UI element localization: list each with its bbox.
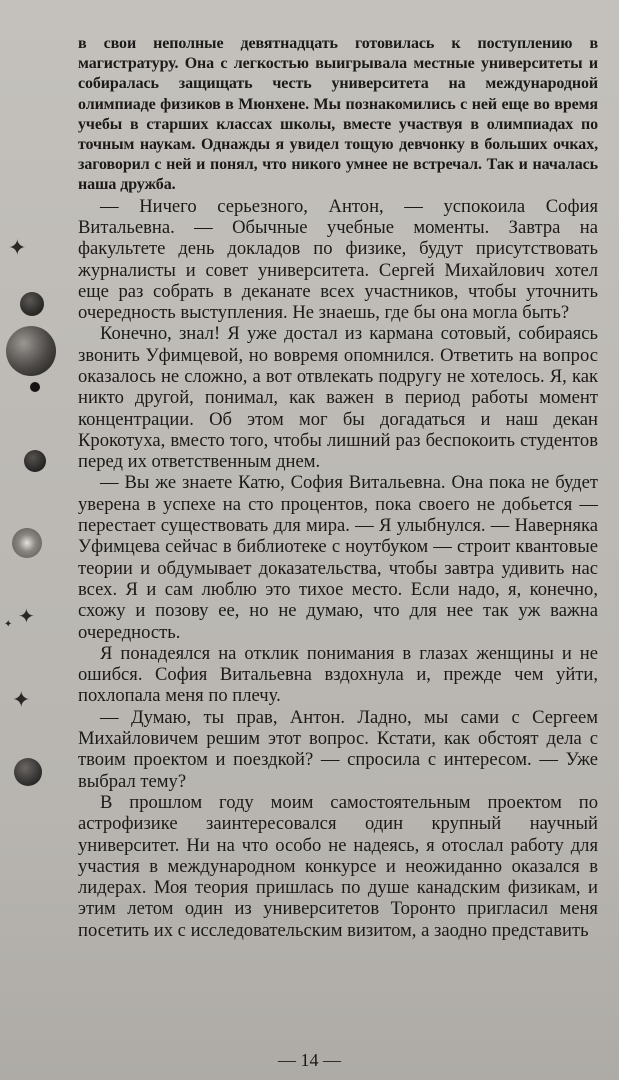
paragraph: в свои неполные девятнадцать готовилась к поступлению в магистратуру. Она с легкостью выигрывала местные университеты и собиралась защищать честь университета на международной олимпиаде физиков в Мюнхене. Мы познакомились с ней еще во время учебы в старших классах школы, вместе участвуя в олимпиадах по точным наукам. Однажды я увидел тощую девчонку в больших очках, заговорил с ней и понял, что никого умнее не встречал. Так и началась наша дружба.: [78, 35, 598, 194]
planet-icon: [24, 450, 46, 472]
star-icon: ✦: [12, 688, 31, 713]
star-icon: ✦: [18, 604, 35, 628]
paragraph: В прошлом году моим самостоятельным проектом по астрофизике заинтересовался один крупный научный университет. Ни на что особо не надеясь, я отослал работу для участия в международном конкурсе и неожиданно оказался в лидерах. Моя теория пришлась по душе канадским физикам, и этим летом один из университетов Торонто пригласил меня посетить их с исследовательским визитом, а заодно представить: [78, 791, 598, 941]
paragraph: Я понадеялся на отклик понимания в глазах женщины и не ошибся. София Витальевна вздохнула и, прежде чем уйти, похлопала меня по плечу.: [78, 642, 598, 707]
star-icon: ✦: [4, 619, 13, 630]
page-number: — 14 —: [278, 1050, 341, 1070]
planet-icon: [20, 292, 44, 316]
paragraph: — Вы же знаете Катю, София Витальевна. Она пока не будет уверена в успехе на сто процентов, пока своего не добьется — перестает существовать для мира. — Я улыбнулся. — Наверняка Уфимцева сейчас в библиотеке с ноутбуком — строит квантовые теории и обдумывает доказательства, чтобы завтра удивить нас всех. Я и сам люблю это тихое место. Если надо, я, конечно, схожу и позову ее, но не думаю, что для нее так уж важна очередность.: [78, 472, 598, 643]
galaxy-icon: [12, 528, 42, 558]
moon-icon: [6, 326, 56, 376]
paragraph: Конечно, знал! Я уже достал из кармана сотовый, собираясь звонить Уфимцевой, но вовремя опомнился. Ответить на вопрос оказалось не сложно, а вот отвлекать подругу не хотелось. Я, как никто другой, понимал, как важен в период работы момент концентрации. Об этом мог бы догадаться и наш декан Крокотуха, вместо того, чтобы лишний раз беспокоить студентов перед их ответственным днем.: [78, 323, 598, 473]
planet-icon: [30, 382, 40, 392]
planet-icon: [14, 758, 42, 786]
paragraph: — Ничего серьезного, Антон, — успокоила София Витальевна. — Обычные учебные моменты. Завтра на факультете день докладов по физике, будут присутствовать журналисты и совет университета. Сергей Михайлович хотел еще раз собрать в деканате всех участников, чтобы уточнить очередность выступления. Не знаешь, где бы она могла быть?: [78, 195, 598, 324]
body-text: [78, 34, 598, 941]
star-icon: ✦: [8, 236, 27, 261]
paragraph: — Думаю, ты прав, Антон. Ладно, мы сами с Сергеем Михайловичем решим этот вопрос. Кстати, как обстоят дела с твоим проектом и поездкой? — спросила с интересом. — Уже выбрал тему?: [78, 706, 598, 792]
